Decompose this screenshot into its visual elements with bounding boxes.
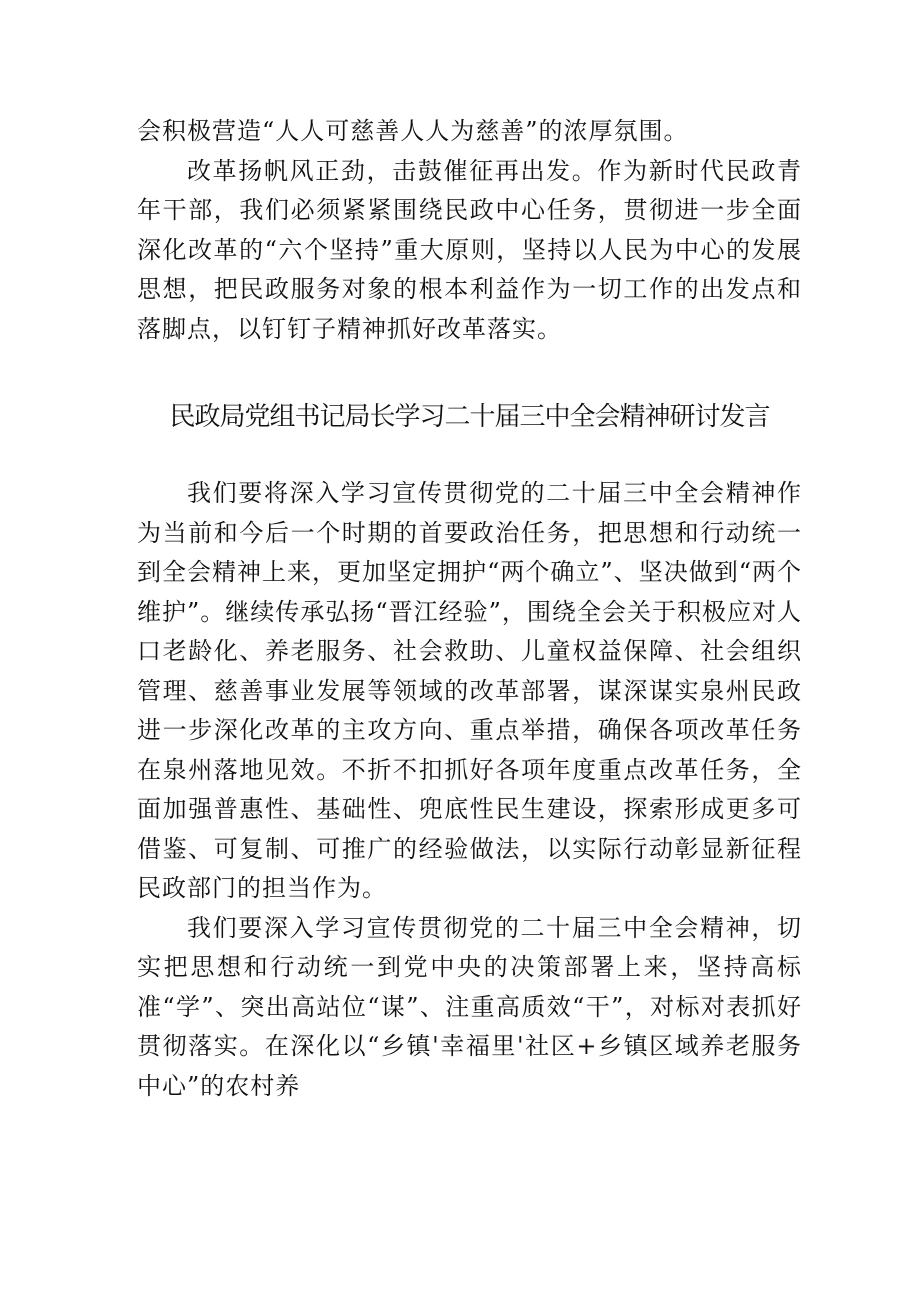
article-title: 民政局党组书记局长学习二十届三中全会精神研讨发言: [169, 402, 770, 432]
paragraph-continued: 会积极营造“人人可慈善人人为慈善”的浓厚氛围。: [137, 117, 689, 145]
paragraph-reform: 改革扬帆风正劲，击鼓催征再出发。作为新时代民政青年干部，我们必须紧紧围绕民政中心任务，贯彻进一步全面深化改革的“六个坚持”重大原则，坚持以人民为中心的发展思想，把民政服务对象的根本利益作为一切工作的出发点和落脚点，以钉钉子精神抓好改革落实。: [137, 156, 802, 343]
document-body: [137, 112, 802, 1106]
paragraph-study-2: 我们要深入学习宣传贯彻党的二十届三中全会精神，切实把思想和行动统一到党中央的决策部署上来，坚持高标准“学”、突出高站位“谋”、注重高质效“干”，对标对表抓好贯彻落实。在深化以“乡镇'幸福里'社区+乡镇区域养老服务中心”的农村养: [137, 913, 802, 1100]
paragraph-study-1: 我们要将深入学习宣传贯彻党的二十届三中全会精神作为当前和今后一个时期的首要政治任务，把思想和行动统一到全会精神上来，更加坚定拥护“两个确立”、坚决做到“两个维护”。继续传承弘扬“晋江经验”，围绕全会关于积极应对人口老龄化、养老服务、社会救助、儿童权益保障、社会组织管理、慈善事业发展等领域的改革部署，谋深谋实泉州民政进一步深化改革的主攻方向、重点举措，确保各项改革任务在泉州落地见效。不折不扣抓好各项年度重点改革任务，全面加强普惠性、基础性、兜底性民生建设，探索形成更多可借鉴、可复制、可推广的经验做法，以实际行动彰显新征程民政部门的担当作为。: [137, 479, 802, 902]
